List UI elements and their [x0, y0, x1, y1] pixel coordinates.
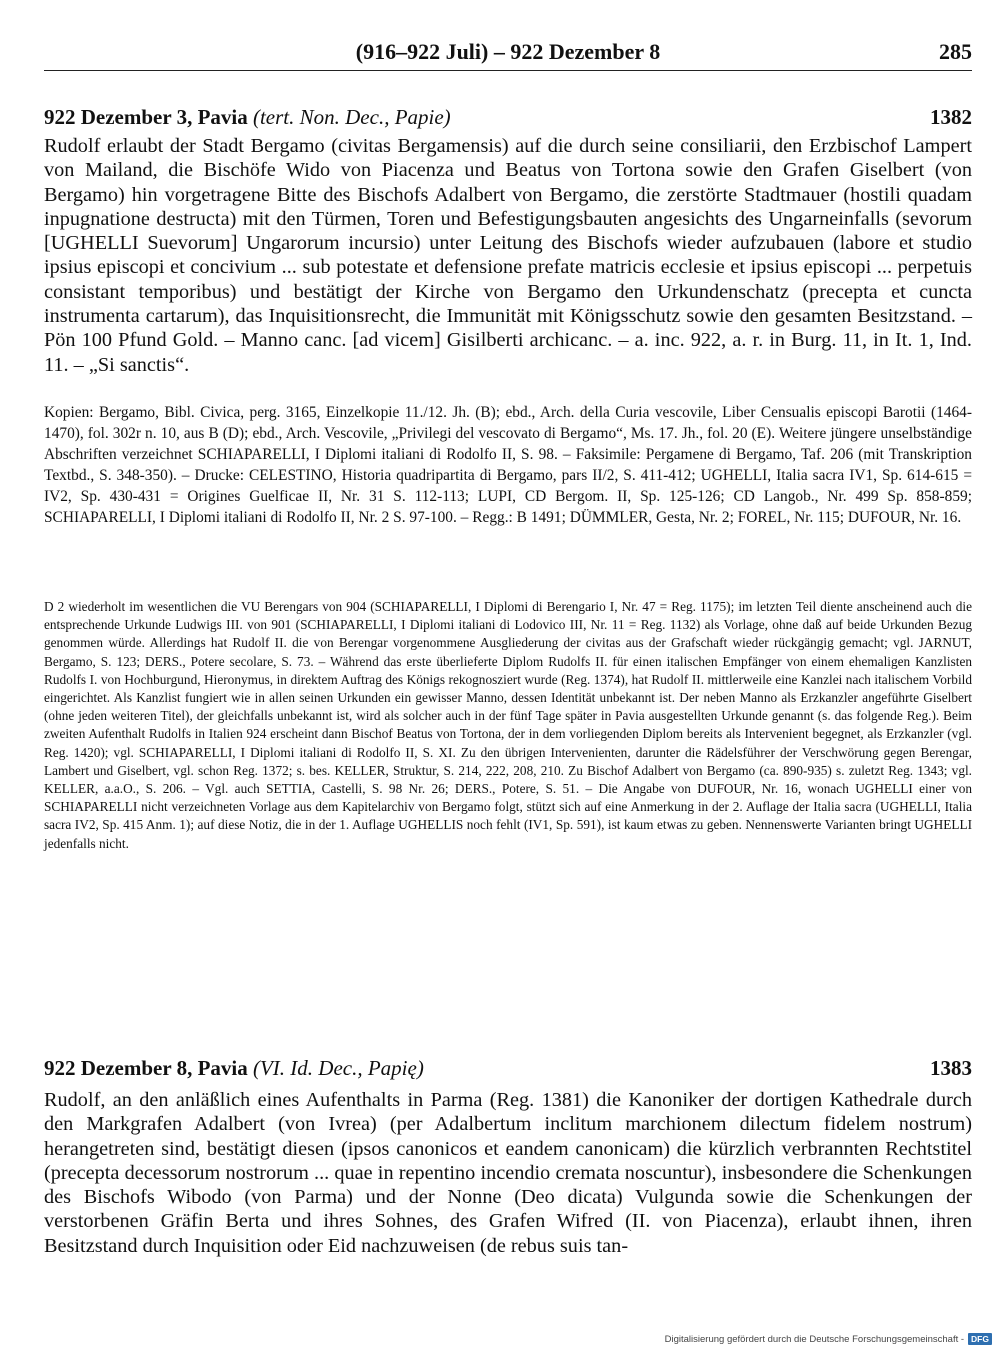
funding-footer	[665, 1333, 992, 1345]
entry-1382-original-dating: (tert. Non. Dec., Papie)	[252, 105, 451, 129]
entry-1383-heading	[44, 1053, 972, 1083]
entry-1383-date-place: 922 Dezember 8, Pavia	[44, 1056, 248, 1080]
entry-1382-sources: Kopien: Bergamo, Bibl. Civica, perg. 3165, Einzelkopie 11./12. Jh. (B); ebd., Arch. della Curia vescovile, Liber Censualis episcopi Barotii (1464-1470), fol. 302r n. 10, aus B (D); ebd., Arch. Vescovile, „Privilegi del vescovato di Bergamo“, Ms. 17. Jh., fol. 20 (E). Weitere jüngere unselbständige Abschriften verzeichnet SCHIAPARELLI, I Diplomi italiani di Rodolfo II, S. 98. – Faksimile: Pergamene di Bergamo, Taf. 206 (mit Transkription Textbd., S. 348-350). – Drucke: CELESTINO, Historia quadripartita di Bergamo, pars II/2, S. 411-412; UGHELLI, Italia sacra IV1, Sp. 614-615 = IV2, Sp. 430-431 = Origines Guelficae II, Nr. 31 S. 112-113; LUPI, CD Bergom. II, Sp. 125-126; CD Langob., Nr. 499 Sp. 858-859; SCHIAPARELLI, I Diplomi italiani di Rodolfo II, Nr. 2 S. 97-100. – Regg.: B 1491; DÜMMLER, Gesta, Nr. 2; FOREL, Nr. 115; DUFOUR, Nr. 16.	[44, 404, 972, 527]
running-title: (916–922 Juli) – 922 Dezember 8	[355, 39, 661, 64]
entry-1382-date-place: 922 Dezember 3, Pavia	[44, 105, 248, 129]
entry-1382-regest: Rudolf erlaubt der Stadt Bergamo (civitas Bergamensis) auf die durch seine consiliarii, den Erzbischof Lampert von Mailand, die Bischöfe Wido von Piacenza und Beatus von Tortona sowie den Grafen Giselbert (von Bergamo) hin vorgetragene Bitte des Bischofs Adalbert von Bergamo, die zerstörte Stadtmauer (hostili quadam inpugnatione destructa) mit den Türmen, Toren und Befestigungsbauten angesichts des Ungarneinfalls (sevorum [UGHELLI Suevorum] Ungarorum incursio) unter Leitung des Bischofs wieder aufzubauen (labore et studio ipsius episcopi et concivium ... sub potestate et defensione prefate matricis ecclesie et ipsius episcopi ... perpetuis consistant temporibus) und bestätigt der Kirche von Bergamo den Urkundenschatz (precepta et cuncta instrumenta cartarum), das Inquisitionsrecht, die Immunität mit Königsschutz sowie den gesamten Besitzstand. – Pön 100 Pfund Gold. – Manno canc. [ad vicem] Gisilberti archicanc. – a. inc. 922, a. r. in Burg. 11, in It. 1, Ind. 11. – „Si sanctis“.	[44, 135, 972, 376]
running-head	[44, 38, 972, 71]
funding-note: Digitalisierung gefördert durch die Deutsche Forschungsgemeinschaft -	[664, 1333, 965, 1345]
entry-1382-number: 1382	[930, 105, 972, 129]
entry-1383-original-dating: (VI. Id. Dec., Papię)	[252, 1056, 424, 1080]
entry-1383-regest: Rudolf, an den anläßlich eines Aufenthalts in Parma (Reg. 1381) die Kanoniker der dortigen Kathedrale durch den Markgrafen Adalbert (von Ivrea) (per Adalbertum inclitum marchionem dilectum fidelem nostrum) herangetreten sind, bestätigt diesen (ipsos canonicos et eandem canonicam) die kürzlich verbrannten Rechtstitel (precepta decessorum nostrorum ... quae in repentino incendio cremata noscuntur), insbesondere die Schenkungen des Bischofs Wibodo (von Parma) und der Nonne (Deo dicata) Vulgunda sowie die Schenkungen der verstorbenen Gräfin Berta und ihres Sohnes, des Grafen Wifred (II. von Piacenza), erlaubt ihnen, ihren Besitzstand durch Inquisition oder Eid nachzuweisen (de rebus suis tan-	[44, 1089, 972, 1257]
entry-1382-heading	[44, 102, 972, 132]
dfg-logo-icon: DFG	[968, 1333, 992, 1345]
entry-1382-commentary: D 2 wiederholt im wesentlichen die VU Berengars von 904 (SCHIAPARELLI, I Diplomi di Berengario I, Nr. 47 = Reg. 1175); im letzten Teil diente anscheinend auch die entsprechende Urkunde Ludwigs III. von 901 (SCHIAPARELLI, I Diplomi italiani di Lodovico III, Nr. 11 = Reg. 1132) als Vorlage, ohne daß auf beide Urkunden Bezug genommen würde. Allerdings hat Rudolf II. die von Berengar vorgenommene Ausgliederung der civitas aus der Grafschaft wieder rückgängig gemacht; vgl. JARNUT, Bergamo, S. 123; DERS., Potere secolare, S. 73. – Während das erste überlieferte Diplom Rudolfs II. für einen italischen Empfänger von einem ehemaligen Kanzlisten Rudolfs I. von Hochburgund, Hieronymus, in direktem Auftrag des Königs rekognosziert wurde (Reg. 1374), hat Rudolf II. mittlerweile eine Kanzlei nach italischem Vorbild eingerichtet. Als Kanzlist fungiert wie in allen seinen Urkunden ein gewisser Manno, dessen Identität unbekannt ist. Der neben Manno als Erzkanzler angeführte Giselbert (ohne jeden weiteren Titel), der gleichfalls unbekannt ist, wird als solcher auch in der fünf Tage später in Pavia ausgestellten Urkunde genannt (s. das folgende Reg.). Beim zweiten Aufenthalt Rudolfs in Italien 924 erscheint dann Bischof Beatus von Tortona, der in dem vorliegenden Diplom bereits als Intervenient begegnet, als Erzkanzler (vgl. Reg. 1420); vgl. SCHIAPARELLI, I Diplomi italiani di Rodolfo II, S. XI. Zu den übrigen Intervenienten, darunter die Rädelsführer der Verschwörung gegen Berengar, Lambert und Giselbert, vgl. schon Reg. 1372; s. bes. KELLER, Struktur, S. 214, 222, 208, 210. Zu Bischof Adalbert von Bergamo (ca. 890-935) s. zuletzt Reg. 1343; vgl. KELLER, a.a.O., S. 206. – Vgl. auch SETTIA, Castelli, S. 98 Nr. 26; DERS., Potere, S. 51. – Die Angabe von DUFOUR, Nr. 16, wonach UGHELLI einer von SCHIAPARELLI nicht verzeichneten Vorlage aus dem Kapitelarchiv von Bergamo folgt, stützt sich auf eine Anmerkung in der 2. Auflage der Italia sacra (UGHELLI, Italia sacra IV2, Sp. 415 Anm. 1); auf diese Notiz, die in der 1. Auflage UGHELLIS noch fehlt (IV1, Sp. 591), ist kaum etwas zu geben. Nennenswerte Varianten bringt UGHELLI jedenfalls nicht.	[44, 599, 972, 851]
page-number: 285	[939, 39, 972, 64]
entry-1383-number: 1383	[930, 1056, 972, 1080]
document-page	[44, 0, 972, 1353]
